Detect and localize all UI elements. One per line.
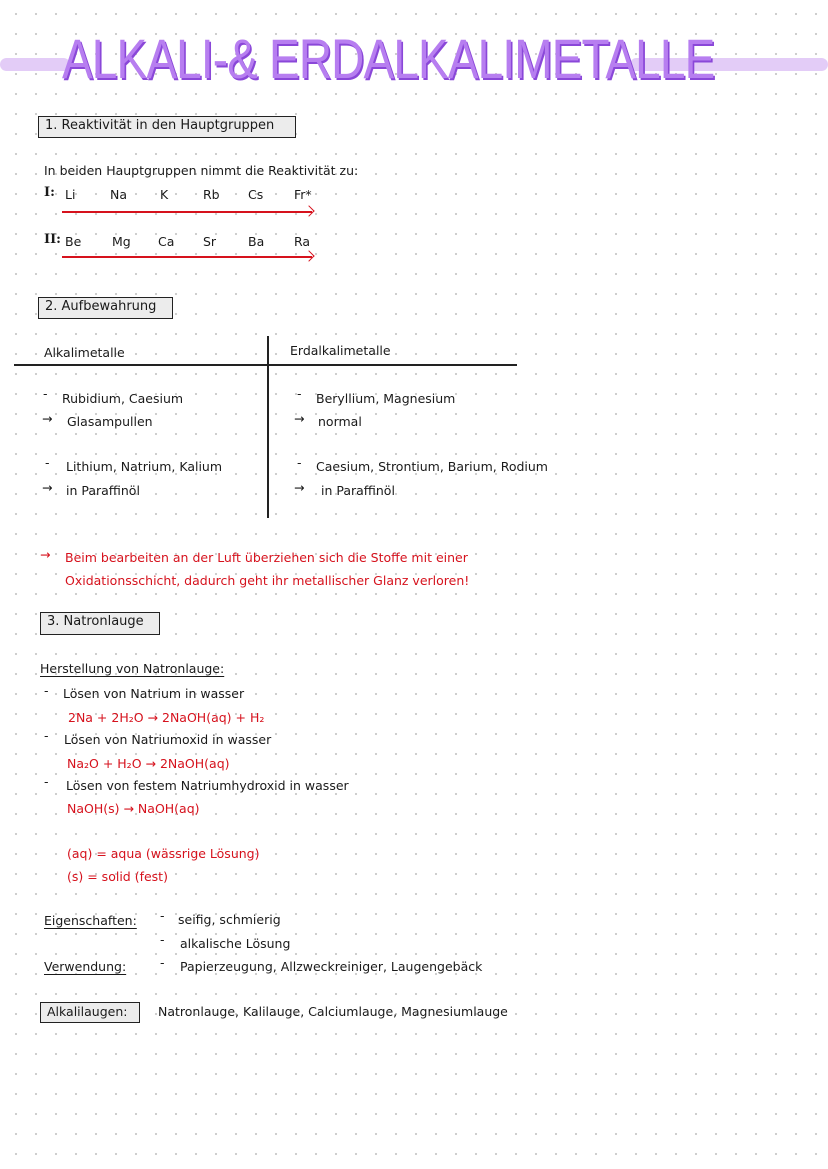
production-subheading: Herstellung von Natronlauge: bbox=[40, 661, 225, 676]
legend-solid: (s) = solid (fest) bbox=[67, 869, 168, 884]
dash-icon: - bbox=[45, 455, 50, 470]
production-method: Lösen von Natriumoxid in wasser bbox=[64, 732, 272, 747]
storage-method: in Paraffinöl bbox=[321, 483, 395, 498]
storage-method: normal bbox=[318, 414, 362, 429]
storage-metals: Caesium, Strontium, Barium, Rodium bbox=[316, 459, 548, 474]
dash-icon: - bbox=[160, 908, 165, 923]
reaction-equation: NaOH(s) → NaOH(aq) bbox=[67, 801, 200, 816]
element: K bbox=[160, 187, 169, 202]
dash-icon: - bbox=[44, 728, 49, 743]
usage-label: Verwendung: bbox=[44, 959, 127, 974]
element: Ba bbox=[248, 234, 265, 249]
section-heading-reactivity: 1. Reaktivität in den Hauptgruppen bbox=[38, 116, 296, 138]
element: Fr* bbox=[294, 187, 312, 202]
storage-metals: Rubidium, Caesium bbox=[62, 391, 184, 406]
dash-icon: - bbox=[297, 455, 302, 470]
dash-icon: - bbox=[44, 774, 49, 789]
group2-label: II: bbox=[44, 232, 61, 247]
dash-icon: - bbox=[160, 932, 165, 947]
element: Be bbox=[65, 234, 82, 249]
dash-icon: - bbox=[44, 683, 49, 698]
storage-metals: Beryllium, Magnesium bbox=[316, 391, 456, 406]
storage-metals: Lithium, Natrium, Kalium bbox=[66, 459, 223, 474]
properties-label: Eigenschaften: bbox=[44, 913, 137, 928]
arrow-right-icon: → bbox=[294, 411, 305, 426]
storage-method: in Paraffinöl bbox=[66, 483, 140, 498]
element: Mg bbox=[112, 234, 131, 249]
arrow-right-icon: → bbox=[294, 480, 305, 495]
dash-icon: - bbox=[160, 955, 165, 970]
reaction-equation: 2Na + 2H₂O → 2NaOH(aq) + H₂ bbox=[68, 710, 265, 725]
property-item: seifig, schmierig bbox=[178, 912, 281, 927]
dash-icon: - bbox=[43, 386, 48, 401]
arrow-right-icon: → bbox=[42, 480, 53, 495]
section-heading-storage: 2. Aufbewahrung bbox=[38, 297, 173, 319]
oxidation-note-line2: Oxidationsschicht, dadurch geht ihr metallischer Glanz verloren! bbox=[65, 573, 470, 588]
title-highlight-left bbox=[0, 58, 70, 71]
arrow-right-icon: → bbox=[40, 547, 51, 562]
oxidation-note-line1: Beim bearbeiten an der Luft überziehen sich die Stoffe mit einer bbox=[65, 550, 468, 565]
column-header-earth-alkali: Erdalkalimetalle bbox=[290, 343, 391, 358]
reactivity-arrow-group1 bbox=[62, 211, 312, 213]
element: Sr bbox=[203, 234, 217, 249]
reactivity-arrow-group2 bbox=[62, 256, 312, 258]
element: Cs bbox=[248, 187, 264, 202]
alkali-lye-list: Natronlauge, Kalilauge, Calciumlauge, Magnesiumlauge bbox=[158, 1004, 508, 1019]
usage-list: Papierzeugung, Allzweckreiniger, Laugengebäck bbox=[180, 959, 483, 974]
column-header-alkali: Alkalimetalle bbox=[44, 345, 125, 360]
production-method: Lösen von Natrium in wasser bbox=[63, 686, 245, 701]
element: Ca bbox=[158, 234, 175, 249]
group1-label: I: bbox=[44, 185, 55, 200]
arrow-right-icon: → bbox=[42, 411, 53, 426]
legend-aqueous: (aq) = aqua (wässrige Lösung) bbox=[67, 846, 260, 861]
property-item: alkalische Lösung bbox=[180, 936, 291, 951]
storage-method: Glasampullen bbox=[67, 414, 153, 429]
element: Rb bbox=[203, 187, 220, 202]
page-title: ALKALI-& ERDALKALIMETALLE bbox=[62, 27, 715, 90]
element: Li bbox=[65, 187, 76, 202]
section-heading-sodium-hydroxide: 3. Natronlauge bbox=[40, 612, 160, 635]
element: Na bbox=[110, 187, 128, 202]
alkali-lye-label: Alkalilaugen: bbox=[40, 1002, 140, 1023]
element: Ra bbox=[294, 234, 311, 249]
reactivity-intro: In beiden Hauptgruppen nimmt die Reaktivität zu: bbox=[44, 163, 359, 178]
table-horizontal-divider bbox=[14, 364, 517, 366]
dash-icon: - bbox=[297, 386, 302, 401]
reaction-equation: Na₂O + H₂O → 2NaOH(aq) bbox=[67, 756, 230, 771]
production-method: Lösen von festem Natriumhydroxid in wasser bbox=[66, 778, 349, 793]
